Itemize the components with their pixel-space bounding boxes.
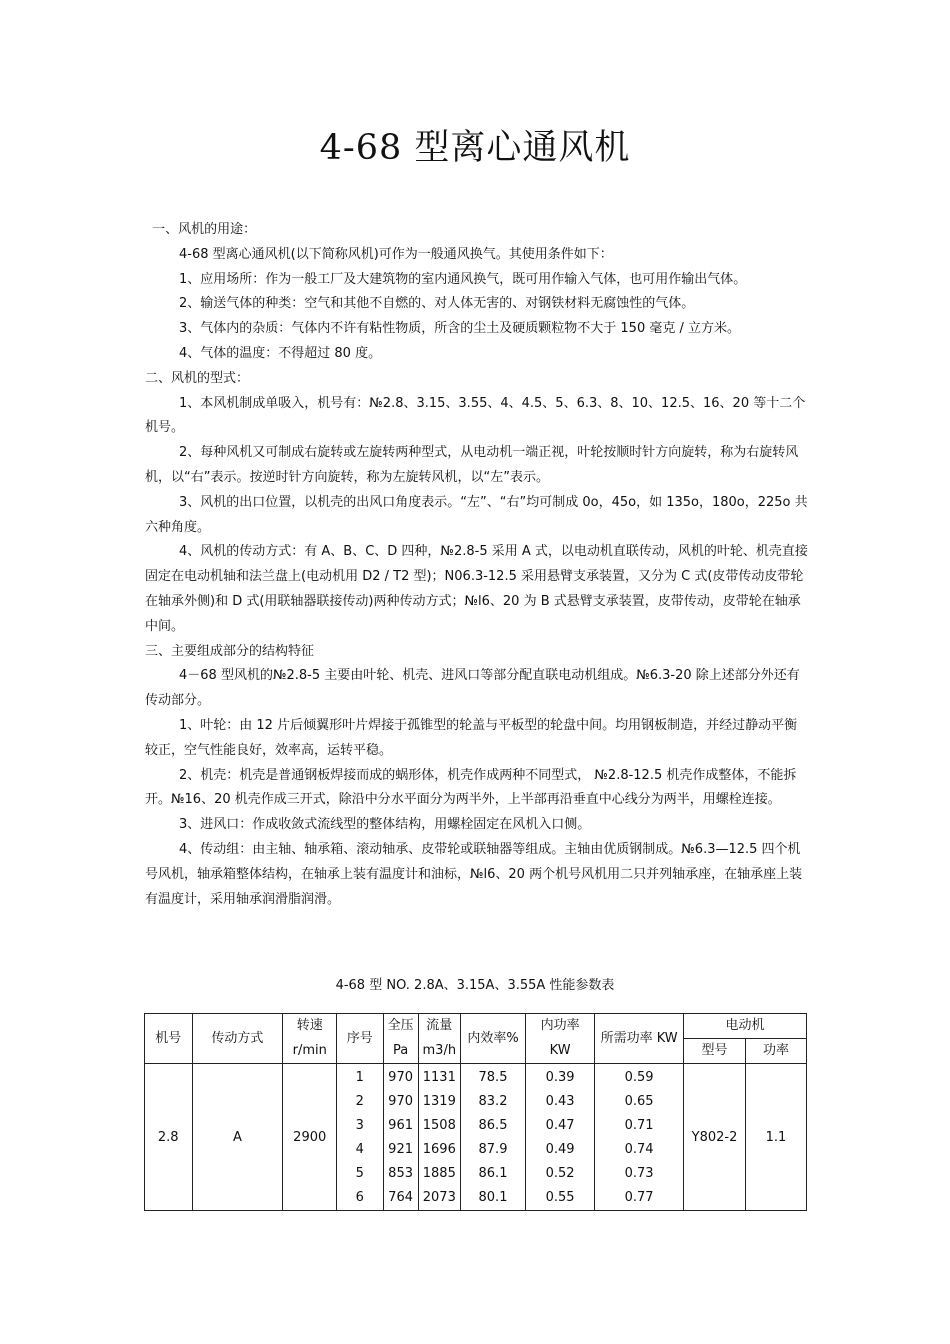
section-heading-usage: 一、风机的用途： <box>148 222 257 237</box>
cell-internal-power: 0.47 <box>526 1114 595 1138</box>
paragraph-structure-4: 4、传动组：由主轴、轴承箱、滚动轴承、皮带轮或联轴器等组成。主轴由优质钢制成。№6.3—12.5 四个机号风机，轴承箱整体结构，在轴承上装有温度计和油标，№l6、20 两个机号风机用二只并列轴承座，在轴承座上装有温度计，采用轴承润滑脂润滑。 <box>145 841 803 907</box>
paragraph-type-3: 3、风机的出口位置，以机壳的出风口角度表示。“左”、“右”均可制成 0o，45o，如 135o，180o，225o 共六种角度。 <box>145 494 808 535</box>
paragraph-usage-2: 2、输送气体的种类：空气和其他不自燃的、对人体无害的、对钢铁材料无腐蚀性的气体。 <box>179 296 695 312</box>
table-caption: 4-68 型 NO. 2.8A、3.15A、3.55A 性能参数表 <box>335 978 615 993</box>
header-required-power: 所需功率 KW <box>595 1014 684 1064</box>
header-drive: 传动方式 <box>192 1014 283 1064</box>
cell-efficiency: 86.5 <box>460 1114 525 1138</box>
cell-required-power: 0.65 <box>595 1090 684 1114</box>
paragraph-type-2: 2、每种风机又可制成右旋转或左旋转两种型式，从电动机一端正视，叶轮按顺时针方向旋转，称为右旋转风机，以“右”表示。按逆时针方向旋转，称为左旋转风机，以“左”表示。 <box>145 445 799 485</box>
cell-drive: A <box>192 1064 283 1211</box>
header-machine-no: 机号 <box>145 1014 193 1064</box>
paragraph-usage-3: 3、气体内的杂质：气体内不许有粘性物质，所含的尘土及硬质颗粒物不大于 150 毫克 / 立方米。 <box>179 321 740 337</box>
paragraph-structure-3: 3、进风口：作成收敛式流线型的整体结构，用螺栓固定在风机入口侧。 <box>179 817 591 833</box>
table-row <box>145 1064 807 1091</box>
paragraph-type-4: 4、风机的传动方式：有 A、B、C、D 四种，№2.8-5 采用 A 式，以电动机直联传动，风机的叶轮、机壳直接固定在电动机轴和法兰盘上(电动机用 D2 / T2 型)；N06.3-12.5 采用悬臂支承装置，又分为 C 式(皮带传动皮带轮在轴承外侧)和 D 式(用联轴器联接传动)两种传动方式；№l6、20 为 B 式悬臂支承装置，皮带传动，皮带轮在轴承中间。 <box>145 544 808 634</box>
cell-internal-power: 0.39 <box>526 1064 595 1091</box>
cell-pressure: 853 <box>383 1162 418 1186</box>
header-motor: 电动机 <box>684 1014 807 1039</box>
header-flow: 流量 <box>418 1014 460 1039</box>
header-motor-power: 功率 <box>745 1039 806 1064</box>
cell-required-power: 0.74 <box>595 1138 684 1162</box>
header-speed: 转速 <box>283 1014 337 1039</box>
paragraph-usage-4: 4、气体的温度：不得超过 80 度。 <box>179 345 382 361</box>
cell-seq: 5 <box>337 1162 383 1186</box>
cell-speed: 2900 <box>283 1064 337 1211</box>
cell-flow: 1131 <box>418 1064 460 1091</box>
cell-flow: 1319 <box>418 1090 460 1114</box>
paragraph-usage-intro: 4-68 型离心通风机(以下简称风机)可作为一般通风换气。其使用条件如下： <box>179 246 613 262</box>
cell-flow: 1508 <box>418 1114 460 1138</box>
cell-efficiency: 78.5 <box>460 1064 525 1091</box>
paragraph-structure-1: 1、叶轮：由 12 片后倾翼形叶片焊接于孤锥型的轮盖与平板型的轮盘中间。均用钢板制造，并经过静动平衡较正，空气性能良好，效率高，运转平稳。 <box>145 717 798 758</box>
header-efficiency: 内效率% <box>460 1014 525 1064</box>
paragraph-structure-2: 2、机壳：机壳是普通钢板焊接而成的蜗形体，机壳作成两种不同型式， №2.8-12.5 机壳作成整体，不能拆开。№16、20 机壳作成三开式，除沿中分水平面分为两半外，上半部再沿垂直中心线分为两半，用螺栓连接。 <box>145 767 797 808</box>
header-speed-unit: r/min <box>283 1039 337 1064</box>
cell-seq: 4 <box>337 1138 383 1162</box>
header-flow-unit: m3/h <box>418 1039 460 1064</box>
cell-seq: 6 <box>337 1186 383 1211</box>
header-seq: 序号 <box>337 1014 383 1064</box>
cell-seq: 2 <box>337 1090 383 1114</box>
cell-pressure: 921 <box>383 1138 418 1162</box>
paragraph-type-1: 1、本风机制成单吸入，机号有：№2.8、3.15、3.55、4、4.5、5、6.3、8、10、12.5、16、20 等十二个机号。 <box>145 395 806 436</box>
section-heading-type: 二、风机的型式： <box>145 370 250 386</box>
header-pressure: 全压 <box>383 1014 418 1039</box>
cell-pressure: 764 <box>383 1186 418 1211</box>
cell-required-power: 0.59 <box>595 1064 684 1091</box>
header-internal-power: 内功率 <box>526 1014 595 1039</box>
cell-efficiency: 80.1 <box>460 1186 525 1211</box>
cell-flow: 2073 <box>418 1186 460 1211</box>
cell-pressure: 970 <box>383 1064 418 1091</box>
cell-internal-power: 0.55 <box>526 1186 595 1211</box>
cell-pressure: 970 <box>383 1090 418 1114</box>
cell-pressure: 961 <box>383 1114 418 1138</box>
document-body <box>145 218 810 912</box>
performance-table <box>144 1013 807 1211</box>
cell-motor-model: Y802-2 <box>684 1064 746 1211</box>
header-pressure-unit: Pa <box>383 1039 418 1064</box>
header-internal-power-unit: KW <box>526 1039 595 1064</box>
cell-internal-power: 0.43 <box>526 1090 595 1114</box>
cell-efficiency: 87.9 <box>460 1138 525 1162</box>
cell-required-power: 0.73 <box>595 1162 684 1186</box>
cell-efficiency: 86.1 <box>460 1162 525 1186</box>
cell-required-power: 0.71 <box>595 1114 684 1138</box>
cell-internal-power: 0.49 <box>526 1138 595 1162</box>
paragraph-usage-1: 1、应用场所：作为一般工厂及大建筑物的室内通风换气，既可用作输入气体，也可用作输出气体。 <box>179 271 747 287</box>
cell-seq: 3 <box>337 1114 383 1138</box>
cell-seq: 1 <box>337 1064 383 1091</box>
section-heading-structure: 三、主要组成部分的结构特征 <box>145 643 315 659</box>
cell-motor-power: 1.1 <box>745 1064 806 1211</box>
header-motor-model: 型号 <box>684 1039 746 1064</box>
cell-flow: 1696 <box>418 1138 460 1162</box>
page-title: 4-68 型离心通风机 <box>319 128 631 168</box>
cell-efficiency: 83.2 <box>460 1090 525 1114</box>
cell-flow: 1885 <box>418 1162 460 1186</box>
paragraph-structure-intro: 4－68 型风机的№2.8-5 主要由叶轮、机壳、进风口等部分配直联电动机组成。№6.3-20 除上述部分外还有传动部分。 <box>145 668 800 709</box>
cell-required-power: 0.77 <box>595 1186 684 1211</box>
cell-internal-power: 0.52 <box>526 1162 595 1186</box>
cell-machine-no: 2.8 <box>145 1064 193 1211</box>
